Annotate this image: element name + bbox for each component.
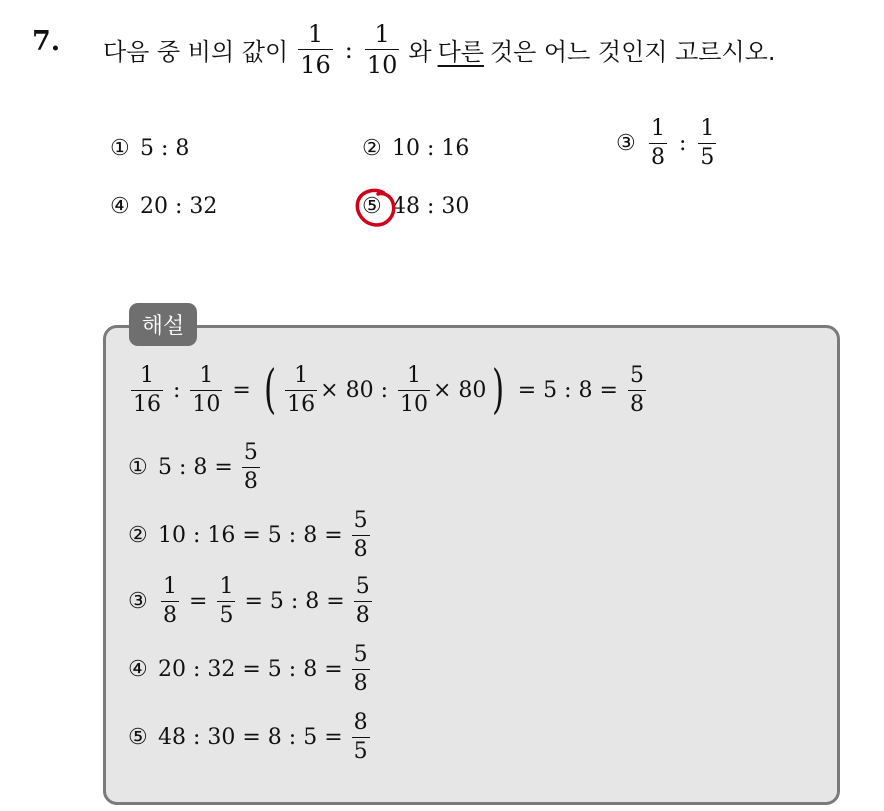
question-text	[103, 22, 781, 77]
expl-4-mark: ④	[128, 657, 148, 682]
choice-1[interactable]	[110, 136, 189, 161]
choice-4-text: 20 : 32	[140, 194, 218, 219]
choice-3-fraction-2: $\frac{1}{5}$	[700, 116, 715, 170]
main-frac-b: $\frac{1}{10}$	[192, 362, 221, 417]
explanation-line-3	[128, 576, 375, 627]
choice-5-mark: ⑤	[362, 194, 382, 219]
expl-2-mark: ②	[128, 523, 148, 548]
main-colon-1: :	[173, 377, 181, 403]
expl-5-mark: ⑤	[128, 725, 148, 750]
choice-1-mark: ①	[110, 136, 130, 161]
question-underlined-word: 다른	[437, 38, 484, 66]
question-text-before: 다음 중 비의 값이	[103, 38, 289, 66]
explanation-line-1	[128, 442, 263, 493]
expl-5-expr: 48 : 30 = 8 : 5 =	[158, 725, 343, 750]
answer-circle-mark	[354, 187, 398, 229]
main-multiplier-1: × 80	[320, 377, 374, 403]
main-frac-result: $\frac{5}{8}$	[629, 362, 644, 417]
expl-3-mark: ③	[128, 589, 148, 614]
main-equals-1: =	[232, 377, 251, 403]
choice-3-colon: :	[679, 131, 687, 156]
choice-3[interactable]	[616, 118, 719, 169]
expl-5-frac: $\frac{8}{5}$	[353, 710, 368, 764]
choice-3-fraction-1: $\frac{1}{8}$	[651, 116, 665, 170]
explanation-line-4	[128, 644, 373, 695]
question-fraction-b: $\frac{1}{10}$	[366, 20, 398, 79]
explanation-line-main	[128, 360, 649, 420]
expl-3-frac-2: $\frac{1}{5}$	[219, 574, 234, 628]
expl-1-expr: 5 : 8 =	[158, 455, 233, 480]
explanation-badge: 해설	[129, 303, 197, 346]
main-frac-a: $\frac{1}{16}$	[133, 362, 161, 417]
main-paren-close: )	[492, 360, 505, 420]
expl-4-expr: 20 : 32 = 5 : 8 =	[158, 657, 343, 682]
main-colon-2: :	[380, 377, 388, 403]
expl-4-frac: $\frac{5}{8}$	[353, 642, 368, 696]
expl-3-frac-3: $\frac{5}{8}$	[355, 574, 370, 628]
choice-1-text: 5 : 8	[140, 136, 190, 161]
question-fraction-a: $\frac{1}{16}$	[300, 20, 331, 79]
explanation-line-5	[128, 712, 373, 763]
expl-2-expr: 10 : 16 = 5 : 8 =	[158, 523, 343, 548]
question-number: 7.	[32, 26, 61, 57]
expl-3-equals: =	[189, 589, 208, 614]
choice-4[interactable]	[110, 194, 217, 219]
main-frac-d: $\frac{1}{10}$	[400, 362, 428, 417]
expl-1-frac: $\frac{5}{8}$	[243, 440, 258, 494]
question-colon: :	[344, 35, 353, 64]
question-text-mid: 와	[408, 38, 432, 66]
main-paren-open: (	[263, 360, 277, 420]
main-frac-c: $\frac{1}{16}$	[287, 362, 316, 417]
main-result: = 5 : 8 =	[517, 377, 618, 403]
answer-circle-stroke	[357, 190, 393, 225]
expl-3-expr: = 5 : 8 =	[244, 589, 345, 614]
main-multiplier-2: × 80	[433, 377, 487, 403]
expl-1-mark: ①	[128, 455, 148, 480]
question-text-after: 것은 어느 것인지 고르시오.	[489, 38, 776, 66]
choice-2-mark: ②	[362, 136, 382, 161]
choice-2-text: 10 : 16	[392, 136, 470, 161]
choice-5-text: 48 : 30	[392, 194, 470, 219]
explanation-line-2	[128, 510, 373, 561]
choice-3-mark: ③	[616, 131, 636, 156]
choice-2[interactable]	[362, 136, 469, 161]
expl-2-frac: $\frac{5}{8}$	[353, 508, 368, 562]
expl-3-frac-1: $\frac{1}{8}$	[163, 574, 177, 628]
choice-4-mark: ④	[110, 194, 130, 219]
